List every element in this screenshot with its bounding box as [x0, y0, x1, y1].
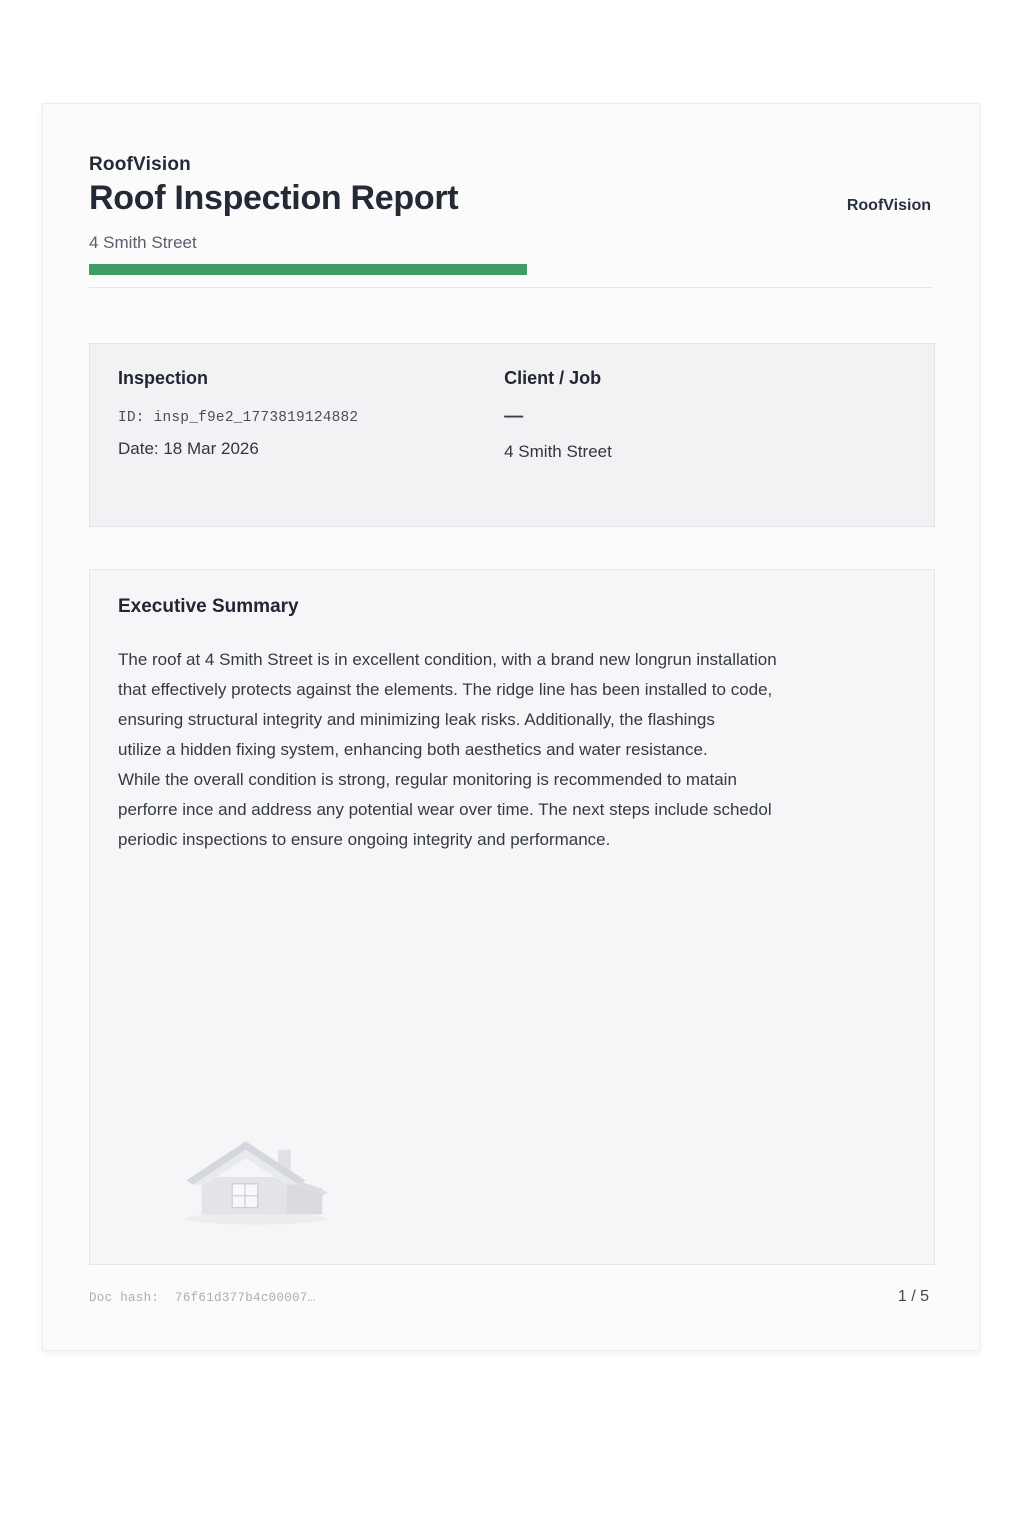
executive-summary-box — [89, 569, 935, 1265]
summary-line: that effectively protects against the elements. The ridge line has been installed to code, — [118, 680, 773, 699]
summary-line: perforre ince and address any potential wear over time. The next steps include schedol — [118, 800, 772, 819]
inspection-column — [118, 368, 504, 502]
property-address-subtitle: 4 Smith Street — [89, 233, 197, 252]
client-address: 4 Smith Street — [504, 442, 612, 461]
page-title: Roof Inspection Report — [89, 179, 459, 217]
inspection-id: ID: insp_f9e2_1773819124882 — [118, 410, 359, 426]
summary-line: The roof at 4 Smith Street is in excellent condition, with a brand new longrun installation — [118, 650, 777, 669]
report-header — [89, 154, 933, 288]
report-page — [42, 103, 980, 1351]
brand-name-right: RoofVision — [846, 197, 931, 214]
inspection-info-box — [89, 343, 935, 527]
executive-summary-text — [118, 645, 910, 855]
house-illustration-icon — [170, 1126, 342, 1228]
doc-hash-value: 76f61d377b4c00007… — [175, 1291, 316, 1305]
client-job-heading: Client / Job — [504, 368, 602, 388]
accent-bar — [89, 264, 527, 275]
header-divider — [89, 287, 933, 288]
summary-line: While the overall condition is strong, regular monitoring is recommended to matain — [118, 770, 737, 789]
doc-hash-label: Doc hash: — [89, 1291, 160, 1305]
page-number: 1 / 5 — [897, 1288, 929, 1305]
page-content — [43, 104, 979, 1350]
inspection-date: Date: 18 Mar 2026 — [118, 439, 259, 458]
summary-line: periodic inspections to ensure ongoing integrity and performance. — [118, 830, 611, 849]
executive-summary-heading: Executive Summary — [118, 596, 299, 617]
summary-line: ensuring structural integrity and minimizing leak risks. Additionally, the flashings — [118, 710, 715, 729]
summary-line: utilize a hidden fixing system, enhancing both aesthetics and water resistance. — [118, 740, 708, 759]
doc-hash — [89, 1291, 315, 1305]
brand-name: RoofVision — [89, 154, 191, 175]
client-name-placeholder: — — [504, 406, 524, 427]
inspection-heading: Inspection — [118, 368, 209, 388]
client-column — [504, 368, 906, 502]
page-footer — [89, 1288, 933, 1306]
